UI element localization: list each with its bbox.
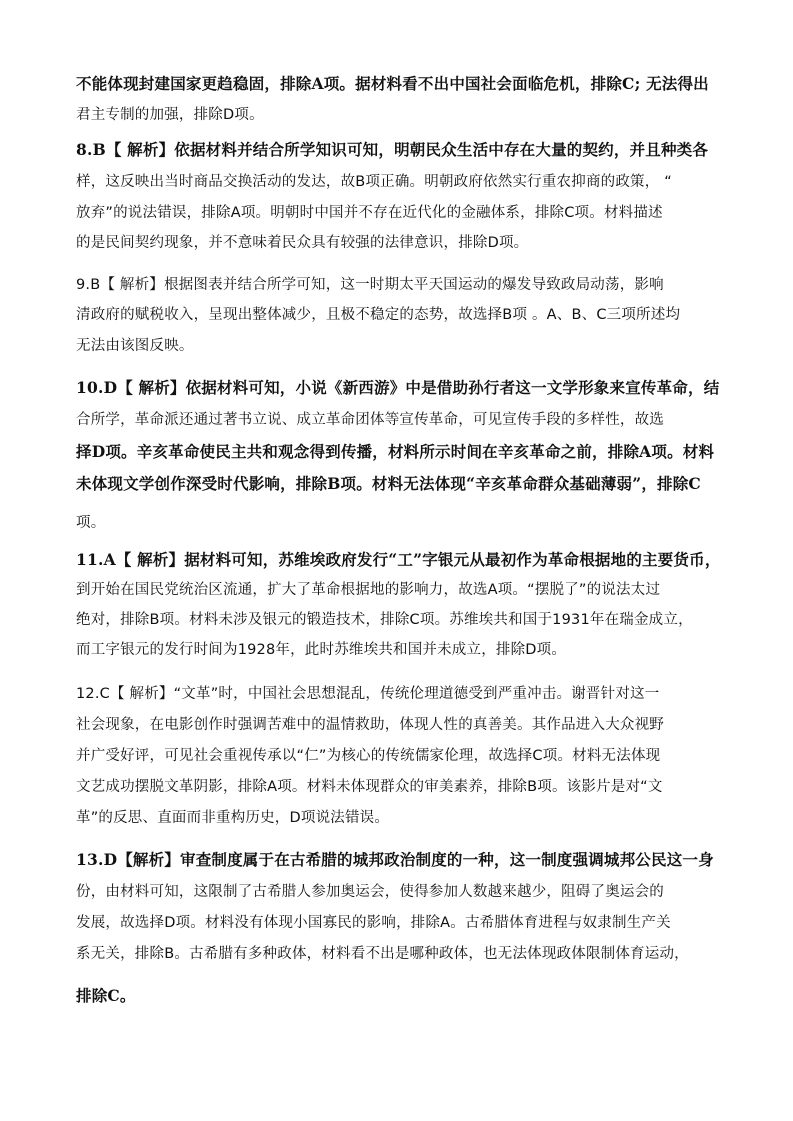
text-line: 样，这反映出当时商品交换活动的发达，故B项正确。明朝政府依然实行重农抑商的政策， “: [76, 174, 672, 190]
text-line: 清政府的赋税收入，呈现出整体减少，且极不稳定的态势，故选择B项 。A、B、C三项所述均: [76, 307, 681, 323]
text-line: 并广受好评，可见社会重视传承以“仁”为核心的传统儒家伦理，故选择C项。材料无法体现: [76, 748, 661, 764]
text-line: 绝对，排除B项。材料未涉及银元的锻造技术，排除C项。苏维埃共和国于1931年在瑞金成立，: [76, 612, 693, 628]
text-line: 13.D【解析】审查制度属于在古希腊的城邦政治制度的一种，这一制度强调城邦公民这一身: [76, 850, 714, 869]
text-line: 君主专制的加强，排除D项。: [76, 107, 264, 123]
text-line: 发展，故选择D项。材料没有体现小国寡民的影响，排除A。古希腊体育进程与奴隶制生产关: [76, 915, 671, 931]
text-line: 系无关，排除B。古希腊有多种政体，材料看不出是哪种政体，也无法体现政体限制体育运动，: [76, 946, 689, 962]
text-line: 未体现文学创作深受时代影响，排除B项。材料无法体现“辛亥革命群众基础薄弱”，排除C: [76, 474, 701, 493]
text-line: 11.A【 解析】据材料可知，苏维埃政府发行“工”字银元从最初作为革命根据地的主要货币，: [76, 550, 721, 569]
text-line: 的是民间契约现象，并不意味着民众具有较强的法律意识，排除D项。: [76, 235, 529, 251]
text-line: 份，由材料可知，这限制了古希腊人参加奥运会，使得参加人数越来越少，阻碍了奥运会的: [76, 884, 664, 900]
text-line: 9.B【 解析】根据图表并结合所学可知，这一时期太平天国运动的爆发导致政局动荡，影响: [76, 277, 664, 293]
text-line: 12.C【 解析】“文革”时，中国社会思想混乱，传统伦理道德受到严重冲击。谢晋针对这一: [76, 686, 660, 702]
text-line: 革”的反思、直面而非重构历史，D项说法错误。: [76, 810, 390, 826]
text-line: 文艺成功摆脱文革阴影，排除A项。材料未体现群众的审美素养，排除B项。该影片是对“文: [76, 779, 663, 795]
text-line: 到开始在国民党统治区流通，扩大了革命根据地的影响力，故选A项。“摆脱了”的说法太过: [76, 582, 661, 598]
text-line: 无法由该图反映。: [76, 338, 194, 354]
text-line: 排除C。: [76, 986, 136, 1005]
text-line: 放弃”的说法错误，排除A项。明朝时中国并不存在近代化的金融体系，排除C项。材料描述: [76, 205, 663, 221]
text-line: 择D项。辛亥革命使民主共和观念得到传播，材料所示时间在辛亥革命之前，排除A项。材料: [76, 442, 715, 461]
text-line: 不能体现封建国家更趋稳固，排除A项。据材料看不出中国社会面临危机，排除C; 无法得出: [76, 74, 709, 93]
text-line: 合所学，革命派还通过著书立说、成立革命团体等宣传革命，可见宣传手段的多样性，故选: [76, 412, 664, 428]
text-line: 10.D【 解析】依据材料可知，小说《新西游》中是借助孙行者这一文学形象来宣传革命，结: [76, 378, 720, 397]
text-line: 社会现象，在电影创作时强调苦难中的温情救助，体现人性的真善美。其作品进入大众视野: [76, 717, 664, 733]
text-line: 项。: [76, 515, 106, 531]
text-line: 8.B【 解析】依据材料并结合所学知识可知，明朝民众生活中存在大量的契约，并且种类各: [76, 140, 709, 159]
text-line: 而工字银元的发行时间为1928年，此时苏维埃共和国并未成立，排除D项。: [76, 642, 567, 658]
